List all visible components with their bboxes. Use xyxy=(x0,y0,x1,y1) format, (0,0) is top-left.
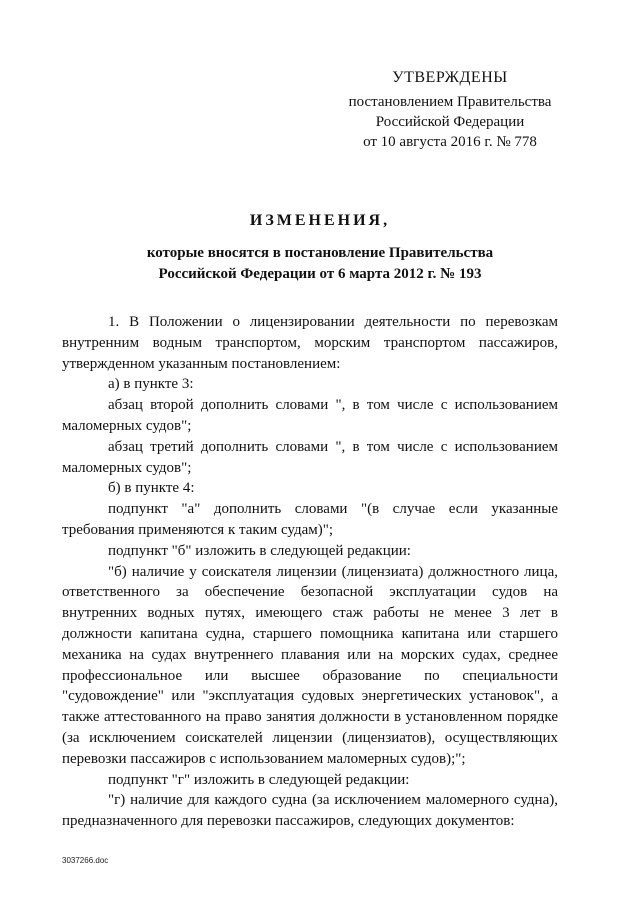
paragraph-4: абзац третий дополнить словами ", в том числе с использованием маломерных судов"; xyxy=(62,438,558,476)
approval-block xyxy=(340,68,560,152)
approval-line-3: от 10 августа 2016 г. № 778 xyxy=(363,134,537,150)
paragraph-3: абзац второй дополнить словами ", в том числе с использованием маломерных судов"; xyxy=(62,397,558,434)
document-title: ИЗМЕНЕНИЯ, xyxy=(249,212,391,229)
document-subtitle xyxy=(60,243,580,285)
paragraph-10: "г) наличие для каждого судна (за исключением маломерного судна), предназначенного для перевозки пассажиров, следующих документов: xyxy=(62,792,558,830)
file-name-footer: 3037266.doc xyxy=(62,856,109,865)
document-body xyxy=(62,312,558,832)
paragraph-8: "б) наличие у соискателя лицензии (лицензиата) должностного лица, ответственного за обеспечение безопасной эксплуатации судов на внутренних водных путях, имеющего стаж работы не менее 3 лет в должности капитана судна, старшего помощника капитана или старшего механика на судах внутреннего плавания или на морских судах, среднее профессиональное или высшее образование по специальности "судовождение" или "эксплуатация судовых энергетических установок", а также аттестованного на право занятия должности в установленном порядке (за исключением соискателей лицензии (лицензиатов), осуществляющих перевозки пассажиров с использованием маломерных судов);"; xyxy=(62,563,558,767)
subtitle-line-2: Российской Федерации от 6 марта 2012 г. № 193 xyxy=(158,266,482,282)
approval-heading: УТВЕРЖДЕНЫ xyxy=(392,69,508,86)
subtitle-line-1: которые вносятся в постановление Правительства xyxy=(146,245,494,261)
paragraph-1: 1. В Положении о лицензировании деятельности по перевозкам внутренним водным транспортом, морским транспортом пассажиров, утвержденном указанным постановлением: xyxy=(62,314,558,372)
paragraph-9: подпункт "г" изложить в следующей редакции: xyxy=(108,771,410,788)
paragraph-2: а) в пункте 3: xyxy=(108,376,194,393)
paragraph-6: подпункт "а" дополнить словами "(в случае если указанные требования применяются к таким судам)"; xyxy=(62,501,558,538)
approval-line-1: постановлением Правительства xyxy=(348,94,552,110)
paragraph-7: подпункт "б" изложить в следующей редакции: xyxy=(108,542,411,559)
approval-line-2: Российской Федерации xyxy=(375,114,525,130)
paragraph-5: б) в пункте 4: xyxy=(108,480,195,497)
